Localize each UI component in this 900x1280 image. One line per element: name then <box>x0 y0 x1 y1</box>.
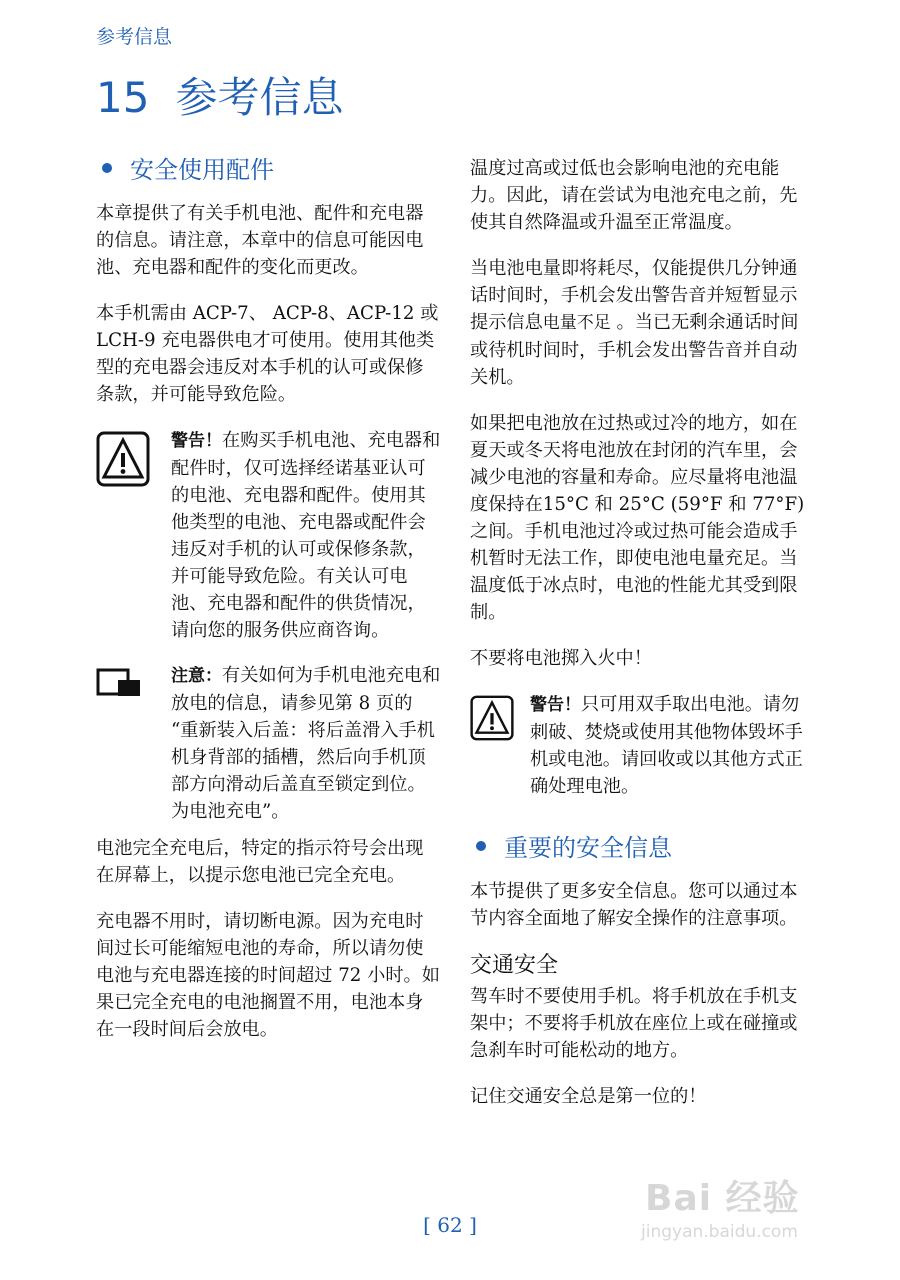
note-body: 有关如何为手机电池充电和放电的信息，请参见第 8 页的 “重新装入后盖：将后盖滑入手机机身背部的插槽，然后向手机顶部方向滑动后盖直至锁定到位。为电池充电”。 <box>171 665 441 822</box>
paragraph: 驾车时不要使用手机。将手机放在手机支架中；不要将手机放在座位上或在碰撞或急刹车时可能松动的地方。 <box>470 986 798 1061</box>
warning-icon <box>470 691 530 800</box>
chapter-title-text: 参考信息 <box>175 73 344 122</box>
text-run: 当电池电量即将耗尽，仅能提供几分钟通话时间时，手机会发出警告音并短暂显示提示信息 <box>470 258 798 333</box>
paragraph: 充电器不用时，请切断电源。因为充电时间过长可能缩短电池的寿命，所以请勿使电池与充电器连接的时间超过 72 小时。如果已完全充电的电池搁置不用，电池本身在一段时间后会放电。 <box>96 911 440 1040</box>
bullet-icon <box>476 841 486 851</box>
emphasized-message: 电量不足 <box>542 313 611 333</box>
section-heading-text: 安全使用配件 <box>130 156 274 184</box>
page-number: [ 62 ] <box>423 1213 477 1237</box>
watermark-logo <box>635 1160 865 1260</box>
warning-text <box>530 691 815 800</box>
paragraph: 不要将电池掷入火中！ <box>470 648 652 669</box>
right-column <box>470 155 815 1129</box>
warning-label: 警告！ <box>530 695 581 715</box>
chapter-title <box>96 70 343 126</box>
warning-callout <box>470 691 815 800</box>
warning-callout <box>96 427 441 644</box>
section-heading-text: 重要的安全信息 <box>504 834 672 862</box>
chapter-number: 15 <box>96 73 150 122</box>
warning-body: 在购买手机电池、充电器和配件时，仅可选择经诺基亚认可的电池、充电器和配件。使用其他类型的电池、充电器或配件会违反对手机的认可或保修条款，并可能导致危险。有关认可电池、充电器和配件的供货情况，请向您的服务供应商咨询。 <box>171 430 441 641</box>
warning-text <box>171 427 441 644</box>
paragraph: 本节提供了更多安全信息。您可以通过本节内容全面地了解安全操作的注意事项。 <box>470 881 798 929</box>
text-run: 。当已无剩余通话时间或待机时间时，手机会发出警告音并自动关机。 <box>470 312 799 388</box>
bullet-icon <box>102 163 112 173</box>
section-heading-accessories <box>102 152 441 188</box>
paragraph: 如果把电池放在过热或过冷的地方，如在夏天或冬天将电池放在封闭的汽车里，会减少电池的容量和寿命。应尽量将电池温度保持在15°C 和 25°C (59°F 和 77°F)之间。手机电池过冷或过热可能会造成手机暂时无法工作，即使电池电量充足。当温度低于冰点时，电池的性能尤其受到限制。 <box>470 413 805 623</box>
warning-icon <box>96 427 171 644</box>
note-icon <box>96 662 171 825</box>
left-column <box>96 150 441 1062</box>
paragraph: 温度过高或过低也会影响电池的充电能力。因此，请在尝试为电池充电之前，先使其自然降温或升温至正常温度。 <box>470 158 798 233</box>
paragraph-low-battery <box>470 255 815 391</box>
sub-heading-traffic: 交通安全 <box>470 953 559 978</box>
note-text <box>171 662 441 825</box>
watermark-url: jingyan.baidu.com <box>641 1222 798 1242</box>
paragraph: 本章提供了有关手机电池、配件和充电器的信息。请注意，本章中的信息可能因电池、充电器和配件的变化而更改。 <box>96 203 424 278</box>
section-heading-safety <box>476 830 815 866</box>
paragraph: 本手机需由 ACP-7、 ACP-8、ACP-12 或 LCH-9 充电器供电才可使用。使用其他类型的充电器会违反对本手机的认可或保修条款，并可能导致危险。 <box>96 303 439 405</box>
warning-label: 警告！ <box>171 431 222 451</box>
note-label: 注意： <box>171 666 222 686</box>
warning-body: 只可用双手取出电池。请勿刺破、焚烧或使用其他物体毁坏手机或电池。请回收或以其他方式正确处理电池。 <box>530 694 803 797</box>
running-head: 参考信息 <box>96 26 173 48</box>
paragraph: 记住交通安全总是第一位的！ <box>470 1086 707 1107</box>
note-callout <box>96 662 441 825</box>
paragraph: 电池完全充电后，特定的指示符号会出现在屏幕上，以提示您电池已完全充电。 <box>96 838 424 886</box>
watermark-main: Bai 经验 <box>645 1178 800 1219</box>
